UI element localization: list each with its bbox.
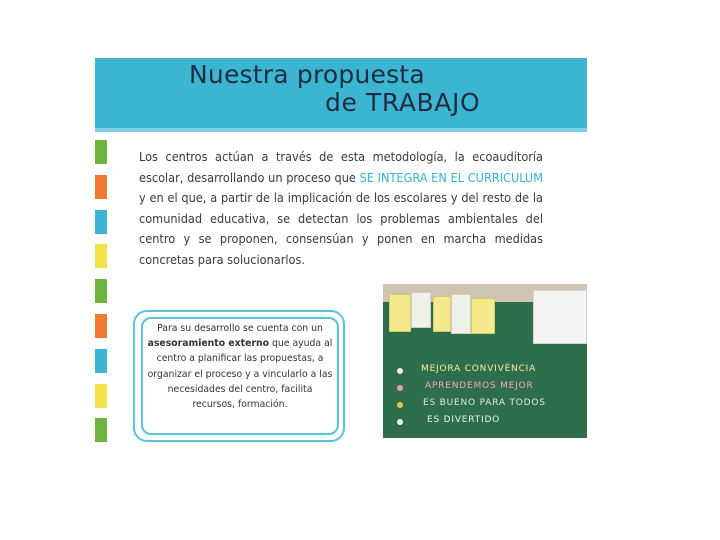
paragraph-highlight: SE INTEGRA EN EL CURRICULUM <box>359 169 543 185</box>
color-strip-block <box>95 314 107 338</box>
color-strip-block <box>95 244 107 268</box>
color-strip-block <box>95 175 107 199</box>
paragraph-text-2: y en el que, a partir de la implicación de los escolares y del resto de la comunidad educativa, se detectan los problemas ambientales del centro y se proponen, consensúan y ponen en marcha medidas concretas para solucionarlos. <box>139 190 543 267</box>
chalk-line-1: MEJORA CONVIVÈNCIA <box>421 364 537 374</box>
sticky-note <box>411 292 431 328</box>
color-strip-block <box>95 418 107 442</box>
main-paragraph <box>139 147 543 270</box>
classroom-photo <box>383 284 587 438</box>
chalk-bullet <box>397 419 403 425</box>
header-underline <box>95 128 587 132</box>
color-strip-block <box>95 279 107 303</box>
sticky-note <box>389 294 411 332</box>
paragraph-text-1: Los centros actúan a través de esta metodología, la ecoauditoría escolar, desarrollando un proceso que <box>139 149 543 185</box>
box-text-1: Para su desarrollo se cuenta con un <box>157 323 323 334</box>
chalk-bullet <box>397 385 403 391</box>
color-strip-block <box>95 210 107 234</box>
sticky-note <box>471 298 495 334</box>
slide <box>95 58 587 452</box>
chalk-bullet <box>397 402 403 408</box>
chalk-line-3: ES BUENO PARA TODOS <box>423 398 546 408</box>
sticky-note <box>433 296 451 332</box>
box-bold-text: asesoramiento externo <box>147 338 270 350</box>
header-band <box>95 58 587 128</box>
color-strip-block <box>95 140 107 164</box>
info-box-text <box>147 321 333 412</box>
paper-sheet <box>533 290 587 344</box>
chalk-line-4: ES DIVERTIDO <box>427 415 501 425</box>
title-line-2: de TRABAJO <box>325 88 481 117</box>
sticky-note <box>451 294 471 334</box>
color-strip-block <box>95 349 107 373</box>
chalk-bullet <box>397 368 403 374</box>
chalk-line-2: APRENDEMOS MEJOR <box>425 381 534 391</box>
title-line-1: Nuestra propuesta <box>189 60 425 89</box>
color-strip-block <box>95 384 107 408</box>
color-strip <box>95 140 107 450</box>
box-text-2: que ayuda al centro a planificar las propuestas, a organizar el proceso y a vincularlo a las necesidades del centro, facilita recursos, formación. <box>147 338 333 411</box>
